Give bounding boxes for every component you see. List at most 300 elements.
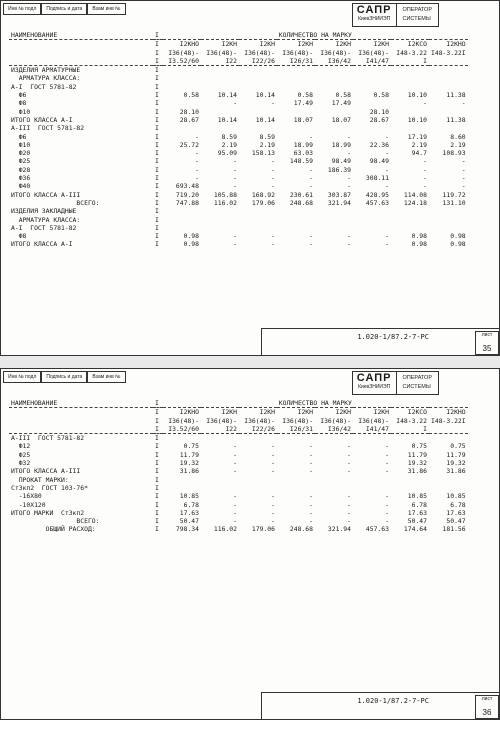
table-row bbox=[9, 476, 468, 484]
value-cell: 98.49 bbox=[331, 157, 351, 166]
value-cell bbox=[163, 476, 201, 484]
header-mark-cell: I2КН bbox=[259, 40, 275, 49]
value-cell bbox=[163, 484, 201, 492]
value-cell bbox=[201, 66, 239, 75]
value-cell bbox=[429, 484, 468, 492]
value-cell: - bbox=[271, 174, 275, 183]
value-cell: 10.10 bbox=[407, 115, 427, 124]
value-cell: 25.72 bbox=[179, 140, 199, 149]
value-cell: - bbox=[423, 165, 427, 174]
header-mark-cell: I2КН bbox=[335, 408, 351, 417]
value-cell bbox=[277, 476, 315, 484]
value-cell: 11.38 bbox=[446, 91, 466, 100]
row-name: ИТОГО КЛАССА А-I bbox=[11, 240, 73, 249]
value-cell: - bbox=[271, 492, 275, 501]
value-cell: 230.61 bbox=[289, 190, 313, 199]
value-cell: - bbox=[347, 467, 351, 476]
row-name: -16Х80 bbox=[11, 492, 42, 501]
header-mark-cell: I2КН bbox=[259, 408, 275, 417]
value-cell bbox=[353, 484, 391, 492]
value-cell: 11.79 bbox=[407, 450, 427, 459]
value-cell: 0.98 bbox=[411, 240, 427, 249]
value-cell bbox=[201, 224, 239, 232]
value-cell: 747.88 bbox=[175, 198, 199, 207]
value-cell: 63.03 bbox=[293, 149, 313, 158]
value-cell bbox=[239, 224, 277, 232]
header-mark-cell bbox=[429, 425, 468, 434]
value-cell: - bbox=[233, 232, 237, 241]
value-cell: 0.58 bbox=[335, 91, 351, 100]
document-number: 1.020-1/87.2-7-РС bbox=[357, 697, 429, 705]
row-name: А-III ГОСТ 5781-82 bbox=[11, 434, 85, 443]
row-name: ИТОГО КЛАССА А-I bbox=[11, 115, 73, 124]
value-cell: - bbox=[423, 99, 427, 108]
value-cell bbox=[353, 74, 391, 82]
value-cell: - bbox=[233, 174, 237, 183]
value-cell: - bbox=[309, 132, 313, 141]
value-cell bbox=[201, 83, 239, 91]
value-cell: 303.87 bbox=[327, 190, 351, 199]
stamp-field: Взам инв № bbox=[87, 371, 125, 383]
value-cell: - bbox=[347, 459, 351, 468]
value-cell: 116.02 bbox=[213, 198, 237, 207]
column-separator: I bbox=[155, 492, 159, 501]
value-cell: 798.34 bbox=[175, 525, 199, 534]
column-separator: I bbox=[155, 140, 159, 149]
header-title-row bbox=[9, 399, 468, 408]
value-cell: - bbox=[347, 442, 351, 451]
value-cell bbox=[391, 108, 429, 116]
header-name-cell: НАИМЕНОВАНИЕ bbox=[9, 399, 153, 408]
column-separator: I bbox=[155, 525, 159, 534]
header-row bbox=[9, 49, 468, 57]
value-cell: - bbox=[347, 508, 351, 517]
row-name: ИТОГО МАРКИ Ст3кп2 bbox=[11, 508, 85, 517]
table-row bbox=[9, 207, 468, 215]
sapr-logo: САПР bbox=[356, 372, 392, 384]
header-mark-cell: I26/31 bbox=[277, 57, 315, 66]
value-cell bbox=[277, 224, 315, 232]
table-row bbox=[9, 166, 468, 174]
header-mark-cell: I2КНО bbox=[446, 408, 466, 417]
header-mark-cell: I48-3.22I bbox=[431, 416, 466, 425]
header-mark-cell: I26/31 bbox=[277, 425, 315, 434]
header-mark-cell: I2КНО bbox=[446, 40, 466, 49]
value-cell: - bbox=[309, 450, 313, 459]
sapr-stamp bbox=[352, 3, 439, 27]
row-name: Ф28 bbox=[11, 165, 31, 174]
value-cell: 17.49 bbox=[293, 99, 313, 108]
value-cell: 2.19 bbox=[221, 140, 237, 149]
sapr-stamp bbox=[352, 371, 439, 395]
value-cell: - bbox=[347, 500, 351, 509]
table-row bbox=[9, 459, 468, 467]
value-cell bbox=[391, 124, 429, 132]
table-row bbox=[9, 451, 468, 459]
header-mark-cell: I36(48)- bbox=[358, 48, 389, 57]
value-cell: - bbox=[385, 442, 389, 451]
header-mark-cell: I36(48)- bbox=[358, 416, 389, 425]
value-cell bbox=[239, 476, 277, 484]
header-spacer bbox=[9, 57, 153, 66]
value-cell: - bbox=[309, 182, 313, 191]
value-cell: - bbox=[347, 182, 351, 191]
value-cell: 181.56 bbox=[442, 525, 466, 534]
column-separator: I bbox=[155, 467, 159, 476]
table-row bbox=[9, 232, 468, 240]
header-mark-cell: I2КН bbox=[221, 40, 237, 49]
value-cell bbox=[239, 108, 277, 116]
value-cell: 6.78 bbox=[183, 500, 199, 509]
value-cell: 174.64 bbox=[403, 525, 427, 534]
value-cell: 0.75 bbox=[411, 442, 427, 451]
value-cell: 308.11 bbox=[365, 174, 389, 183]
stamp-field: Инв № подл bbox=[3, 3, 41, 15]
value-cell: 94.7 bbox=[411, 149, 427, 158]
table-row bbox=[9, 174, 468, 182]
table-row bbox=[9, 157, 468, 165]
value-cell: - bbox=[385, 459, 389, 468]
row-name: Ф12 bbox=[11, 442, 31, 451]
column-separator: I bbox=[155, 99, 159, 108]
value-cell bbox=[277, 484, 315, 492]
value-cell: - bbox=[233, 240, 237, 249]
value-cell: 321.94 bbox=[327, 198, 351, 207]
header-mark-cell: I48-3.22 bbox=[396, 416, 427, 425]
value-cell bbox=[201, 484, 239, 492]
value-cell bbox=[315, 434, 353, 443]
value-cell: - bbox=[461, 182, 466, 191]
value-cell bbox=[315, 476, 353, 484]
header-mark-cell: I22/26 bbox=[239, 57, 277, 66]
value-cell: - bbox=[385, 149, 389, 158]
sheet-36 bbox=[0, 368, 500, 720]
table-row bbox=[9, 467, 468, 475]
value-cell: 17.19 bbox=[407, 132, 427, 141]
value-cell: 428.95 bbox=[365, 190, 389, 199]
value-cell: 10.14 bbox=[255, 91, 275, 100]
value-cell bbox=[391, 66, 429, 75]
value-cell: 10.14 bbox=[217, 115, 237, 124]
value-cell: 108.93 bbox=[442, 149, 466, 158]
value-cell: - bbox=[271, 99, 275, 108]
value-cell: 17.63 bbox=[446, 508, 466, 517]
row-name: Ф10 bbox=[11, 140, 31, 149]
value-cell: 0.98 bbox=[411, 232, 427, 241]
header-mark-cell: I36(48)- bbox=[282, 48, 313, 57]
column-separator: I bbox=[153, 31, 163, 40]
value-cell bbox=[315, 124, 353, 132]
row-name: А-I ГОСТ 5781-82 bbox=[11, 82, 77, 91]
header-mark-cell: I36(48)- bbox=[168, 416, 199, 425]
value-cell: 719.20 bbox=[175, 190, 199, 199]
column-separator: I bbox=[155, 215, 159, 224]
column-separator: I bbox=[155, 132, 159, 141]
header-mark-cell: I36/42 bbox=[315, 57, 353, 66]
table-row bbox=[9, 66, 468, 75]
value-cell: 17.63 bbox=[407, 508, 427, 517]
value-cell bbox=[277, 434, 315, 443]
value-cell bbox=[353, 99, 391, 107]
value-cell bbox=[391, 216, 429, 224]
value-cell bbox=[429, 224, 468, 232]
value-cell: - bbox=[423, 174, 427, 183]
value-cell bbox=[353, 476, 391, 484]
value-cell: - bbox=[271, 450, 275, 459]
row-name: ПРОКАТ МАРКИ: bbox=[11, 475, 69, 484]
value-cell: 6.78 bbox=[450, 500, 466, 509]
sheet-number-box bbox=[475, 695, 499, 719]
value-cell: 0.58 bbox=[297, 91, 313, 100]
value-cell: 8.59 bbox=[259, 132, 275, 141]
value-cell: - bbox=[233, 99, 237, 108]
header-mark-cell: I36(48)- bbox=[244, 48, 275, 57]
value-cell: 17.63 bbox=[179, 508, 199, 517]
value-cell: 0.98 bbox=[183, 240, 199, 249]
value-cell: - bbox=[271, 500, 275, 509]
value-cell: - bbox=[271, 508, 275, 517]
operator-label: ОПЕРАТОР bbox=[402, 375, 432, 381]
value-cell: 116.02 bbox=[213, 525, 237, 534]
value-cell: 19.32 bbox=[407, 459, 427, 468]
header-spacer bbox=[9, 417, 153, 425]
header-mark-cell: I bbox=[391, 425, 429, 434]
value-cell bbox=[239, 124, 277, 132]
header-mark-cell: I3.52/60 bbox=[163, 57, 201, 66]
value-cell bbox=[391, 224, 429, 232]
header-row bbox=[9, 408, 468, 417]
value-cell: - bbox=[347, 174, 351, 183]
value-cell: 28.10 bbox=[179, 107, 199, 116]
column-separator: I bbox=[155, 442, 159, 451]
table-row bbox=[9, 501, 468, 509]
table-row bbox=[9, 149, 468, 157]
value-cell bbox=[239, 216, 277, 224]
table-row bbox=[9, 442, 468, 450]
value-cell: - bbox=[385, 508, 389, 517]
value-cell bbox=[315, 66, 353, 75]
value-cell bbox=[429, 476, 468, 484]
sheet-label: лист bbox=[481, 332, 493, 338]
header-spacer bbox=[9, 40, 153, 49]
value-cell: 31.86 bbox=[446, 467, 466, 476]
row-name: Ф6 bbox=[11, 91, 27, 100]
value-cell bbox=[163, 216, 201, 224]
value-cell bbox=[201, 74, 239, 82]
value-cell: - bbox=[385, 517, 389, 526]
value-cell: - bbox=[271, 467, 275, 476]
value-cell bbox=[277, 74, 315, 82]
table-row bbox=[9, 116, 468, 124]
value-cell: - bbox=[309, 508, 313, 517]
value-cell: 18.07 bbox=[293, 115, 313, 124]
value-cell bbox=[353, 124, 391, 132]
row-name: Ст3кп2 ГОСТ 103-76* bbox=[11, 483, 88, 492]
row-name: ВСЕГО: bbox=[11, 517, 100, 526]
table-row bbox=[9, 124, 468, 132]
value-cell: 0.98 bbox=[183, 232, 199, 241]
value-cell bbox=[429, 207, 468, 215]
value-cell: - bbox=[385, 132, 389, 141]
title-stamp bbox=[3, 371, 126, 383]
header-name-cell: НАИМЕНОВАНИЕ bbox=[9, 31, 153, 40]
value-cell bbox=[429, 216, 468, 224]
sapr-logo: САПР bbox=[356, 4, 392, 16]
value-cell: 105.88 bbox=[213, 190, 237, 199]
value-cell: - bbox=[385, 467, 389, 476]
value-cell bbox=[391, 83, 429, 91]
document-number: 1.020-1/87.2-7-РС bbox=[357, 333, 429, 341]
value-cell: 168.92 bbox=[251, 190, 275, 199]
header-mark-cell: I2КН bbox=[373, 40, 389, 49]
header-mark-cell: I48-3.22 bbox=[396, 48, 427, 57]
header-mark-cell: I2КСО bbox=[407, 408, 427, 417]
value-cell: - bbox=[271, 182, 275, 191]
header-mark-cell: I2КСО bbox=[407, 40, 427, 49]
value-cell: - bbox=[233, 492, 237, 501]
value-cell bbox=[429, 108, 468, 116]
value-cell: - bbox=[385, 240, 389, 249]
value-cell: - bbox=[271, 232, 275, 241]
row-name: ИТОГО КЛАССА А-III bbox=[11, 190, 81, 199]
row-name: Ф10 bbox=[11, 107, 31, 116]
value-cell bbox=[429, 66, 468, 75]
column-separator: I bbox=[155, 174, 159, 183]
value-cell: 22.36 bbox=[369, 140, 389, 149]
column-separator: I bbox=[155, 48, 159, 57]
value-cell bbox=[163, 83, 201, 91]
sapr-org: КиевЗНИИЭП bbox=[358, 16, 391, 22]
value-cell bbox=[353, 434, 391, 443]
row-name: -10Х120 bbox=[11, 500, 46, 509]
value-cell bbox=[239, 74, 277, 82]
value-cell: - bbox=[309, 467, 313, 476]
value-cell bbox=[163, 74, 201, 82]
table-row bbox=[9, 484, 468, 492]
column-separator: I bbox=[155, 165, 159, 174]
value-cell: - bbox=[423, 182, 427, 191]
value-cell: - bbox=[309, 517, 313, 526]
value-cell: 2.19 bbox=[411, 140, 427, 149]
sapr-org: КиевЗНИИЭП bbox=[358, 384, 391, 390]
column-separator: I bbox=[155, 223, 159, 232]
header-mark-cell: I41/47 bbox=[353, 425, 391, 434]
row-name: А-III ГОСТ 5781-82 bbox=[11, 124, 85, 133]
value-cell bbox=[429, 74, 468, 82]
value-cell bbox=[239, 434, 277, 443]
header-mark-cell: I2КНО bbox=[179, 40, 199, 49]
stamp-field: Взам инв № bbox=[87, 3, 125, 15]
value-cell: 50.47 bbox=[407, 517, 427, 526]
value-cell bbox=[163, 124, 201, 132]
value-cell bbox=[277, 83, 315, 91]
column-separator: I bbox=[155, 500, 159, 509]
header-row bbox=[9, 417, 468, 425]
value-cell bbox=[353, 207, 391, 215]
column-separator: I bbox=[155, 182, 159, 191]
table-row bbox=[9, 216, 468, 224]
system-label: СИСТЕМЫ bbox=[402, 384, 431, 390]
value-cell: 10.85 bbox=[446, 492, 466, 501]
table-row bbox=[9, 83, 468, 91]
header-title-row bbox=[9, 31, 468, 40]
value-cell bbox=[391, 207, 429, 215]
column-separator: I bbox=[155, 416, 159, 425]
value-cell: 31.86 bbox=[407, 467, 427, 476]
value-cell: - bbox=[233, 450, 237, 459]
value-cell bbox=[353, 216, 391, 224]
value-cell: 10.85 bbox=[407, 492, 427, 501]
value-cell: 95.09 bbox=[217, 149, 237, 158]
value-cell: 119.72 bbox=[442, 190, 466, 199]
value-cell: 10.14 bbox=[217, 91, 237, 100]
value-cell bbox=[163, 66, 201, 75]
header-mark-cell: I36(48)- bbox=[320, 48, 351, 57]
value-cell: 18.07 bbox=[331, 115, 351, 124]
value-cell: - bbox=[423, 157, 427, 166]
value-cell: 98.49 bbox=[369, 157, 389, 166]
value-cell bbox=[277, 207, 315, 215]
spec-table bbox=[9, 399, 468, 534]
header-mark-cell: I36(48)- bbox=[168, 48, 199, 57]
row-name: Ф20 bbox=[11, 149, 31, 158]
column-separator: I bbox=[155, 483, 159, 492]
column-separator: I bbox=[155, 450, 159, 459]
sheet-number: 36 bbox=[482, 708, 492, 717]
header-mark-cell bbox=[429, 57, 468, 66]
value-cell: 19.32 bbox=[446, 459, 466, 468]
value-cell: 2.19 bbox=[450, 140, 466, 149]
value-cell bbox=[315, 108, 353, 116]
table-row bbox=[9, 133, 468, 141]
stamp-field: Инв № подл bbox=[3, 371, 41, 383]
table-row bbox=[9, 108, 468, 116]
value-cell bbox=[315, 484, 353, 492]
table-row bbox=[9, 91, 468, 99]
header-mark-cell: I22 bbox=[201, 57, 239, 66]
value-cell: 11.38 bbox=[446, 115, 466, 124]
value-cell bbox=[391, 476, 429, 484]
value-cell: 179.06 bbox=[251, 198, 275, 207]
row-name: АРМАТУРА КЛАССА: bbox=[11, 215, 81, 224]
value-cell: 248.68 bbox=[289, 525, 313, 534]
value-cell bbox=[201, 108, 239, 116]
value-cell: 10.10 bbox=[407, 91, 427, 100]
value-cell: - bbox=[233, 182, 237, 191]
table-row bbox=[9, 74, 468, 82]
value-cell bbox=[201, 124, 239, 132]
value-cell bbox=[315, 74, 353, 82]
value-cell: - bbox=[271, 459, 275, 468]
column-separator: I bbox=[155, 66, 159, 75]
value-cell: - bbox=[195, 174, 199, 183]
sheet-35 bbox=[0, 0, 500, 356]
row-name: ОБЩИЙ РАСХОД: bbox=[11, 525, 96, 534]
header-mark-cell: I2КН bbox=[297, 408, 313, 417]
value-cell: 0.98 bbox=[450, 240, 466, 249]
stamp-field: Подпись и дата bbox=[41, 3, 87, 15]
value-cell: - bbox=[347, 450, 351, 459]
value-cell: - bbox=[233, 500, 237, 509]
value-cell bbox=[315, 224, 353, 232]
value-cell bbox=[353, 83, 391, 91]
value-cell: - bbox=[309, 442, 313, 451]
table-row bbox=[9, 99, 468, 107]
value-cell bbox=[201, 207, 239, 215]
value-cell: - bbox=[271, 157, 275, 166]
value-cell: - bbox=[461, 99, 466, 108]
table-row bbox=[9, 509, 468, 517]
